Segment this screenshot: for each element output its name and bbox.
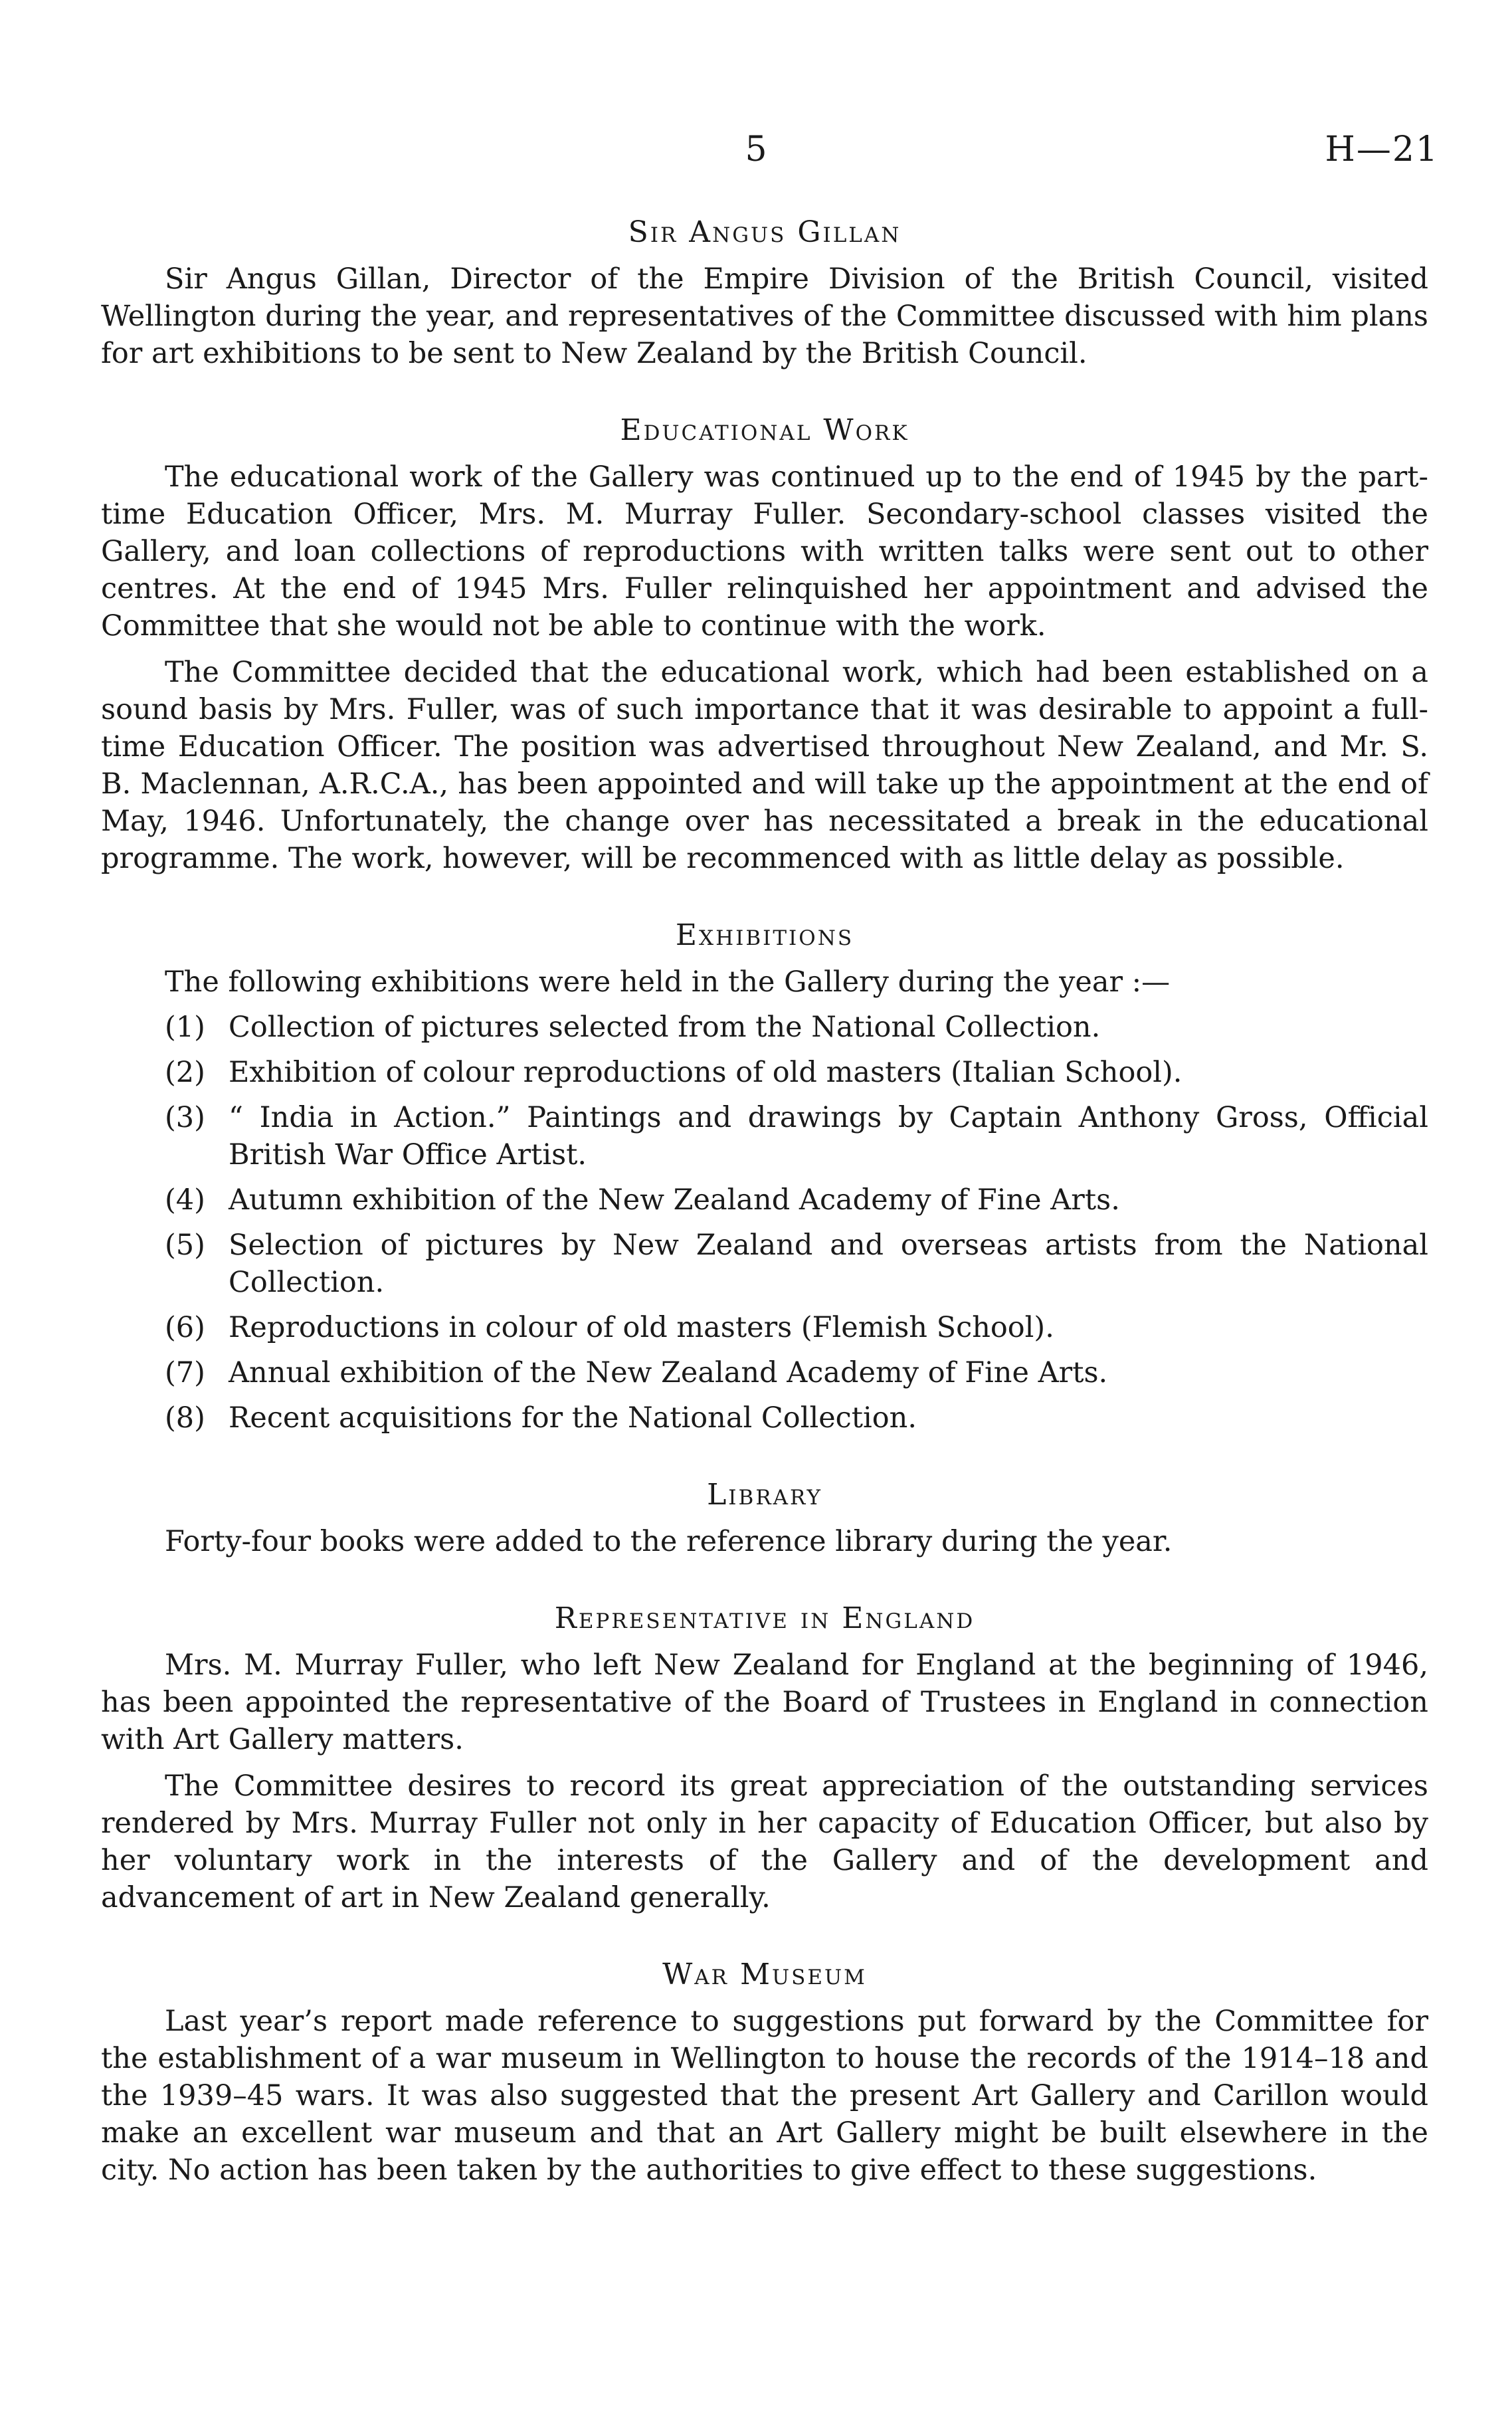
paragraph: The Committee decided that the educational work, which had been established on a sound basis by Mrs. Fuller, was of such importance that it was desirable to appoint a full-time Education Officer. The position was advertised throughout New Zealand, and Mr. S. B. Maclennan, A.R.C.A., has been appointed and will take up the appointment at the end of May, 1946. Unfortunately, the change over has necessitated a break in the educational programme. The work, however, will be recommenced with as little delay as possible.: [101, 656, 1428, 875]
section-heading: Sir Angus Gillan: [628, 215, 901, 249]
section-exhibitions: [101, 917, 1428, 1437]
document-reference: H—21: [1325, 130, 1439, 169]
exhibitions-intro: The following exhibitions were held in the Gallery during the year :—: [165, 965, 1171, 999]
paragraph: The educational work of the Gallery was continued up to the end of 1945 by the part-time Education Officer, Mrs. M. Murray Fuller. Secondary-school classes visited the Gallery, and loan collections of reproductions with written talks were sent out to other centres. At the end of 1945 Mrs. Fuller relinquished her appointment and advised the Committee that she would not be able to continue with the work.: [101, 460, 1428, 643]
paragraph: The Committee desires to record its great appreciation of the outstanding services rendered by Mrs. Murray Fuller not only in her capacity of Education Officer, but also by her voluntary work in the interests of the Gallery and of the development and advancement of art in New Zealand generally.: [101, 1769, 1428, 1914]
list-item-text: Collection of pictures selected from the National Collection.: [229, 1011, 1101, 1044]
list-item-number: (7): [165, 1356, 205, 1389]
list-item-number: (2): [165, 1056, 205, 1089]
list-item-number: (1): [165, 1011, 205, 1044]
list-item: [101, 1399, 1428, 1437]
page-number: 5: [745, 130, 767, 169]
list-item-text: Reproductions in colour of old masters (Flemish School).: [229, 1311, 1054, 1344]
list-item-text: Selection of pictures by New Zealand and overseas artists from the National Collection.: [229, 1229, 1428, 1299]
list-item: [101, 1227, 1428, 1301]
section-heading: War Museum: [662, 1958, 867, 1991]
list-item-text: “ India in Action.” Paintings and drawings by Captain Anthony Gross, Official British War Office Artist.: [229, 1101, 1428, 1171]
section-heading: Exhibitions: [675, 918, 854, 952]
section-heading: Educational Work: [620, 413, 909, 447]
section-library: [101, 1476, 1428, 1560]
list-item: [101, 1054, 1428, 1091]
section-heading: Representative in England: [554, 1601, 975, 1635]
list-item-text: Annual exhibition of the New Zealand Academy of Fine Arts.: [229, 1356, 1108, 1389]
page-content: [101, 214, 1428, 2229]
list-item: [101, 1354, 1428, 1391]
exhibitions-list: [101, 1009, 1428, 1437]
list-item-text: Autumn exhibition of the New Zealand Academy of Fine Arts.: [229, 1183, 1120, 1217]
list-item: [101, 1099, 1428, 1173]
list-item-text: Recent acquisitions for the National Collection.: [229, 1401, 917, 1435]
list-item-number: (6): [165, 1311, 205, 1344]
list-item: [101, 1181, 1428, 1219]
section-war-museum: [101, 1956, 1428, 2189]
list-item: [101, 1009, 1428, 1046]
section-sir-angus-gillan: [101, 214, 1428, 372]
section-representative-in-england: [101, 1600, 1428, 1916]
section-educational-work: [101, 412, 1428, 877]
list-item-number: (5): [165, 1229, 205, 1262]
paragraph: Forty-four books were added to the reference library during the year.: [165, 1525, 1173, 1558]
paragraph: Mrs. M. Murray Fuller, who left New Zealand for England at the beginning of 1946, has been appointed the representative of the Board of Trustees in England in connection with Art Gallery matters.: [101, 1649, 1428, 1756]
paragraph: Last year’s report made reference to suggestions put forward by the Committee for the establishment of a war museum in Wellington to house the records of the 1914–18 and the 1939–45 wars. It was also suggested that the present Art Gallery and Carillon would make an excellent war museum and that an Art Gallery might be built elsewhere in the city. No action has been taken by the authorities to give effect to these suggestions.: [101, 2005, 1428, 2187]
list-item-number: (4): [165, 1183, 205, 1217]
list-item-text: Exhibition of colour reproductions of old masters (Italian School).: [229, 1056, 1182, 1089]
section-heading: Library: [707, 1478, 822, 1512]
list-item-number: (3): [165, 1101, 205, 1134]
list-item: [101, 1309, 1428, 1346]
list-item-number: (8): [165, 1401, 205, 1435]
paragraph: Sir Angus Gillan, Director of the Empire Division of the British Council, visited Wellington during the year, and representatives of the Committee discussed with him plans for art exhibitions to be sent to New Zealand by the British Council.: [101, 262, 1428, 370]
